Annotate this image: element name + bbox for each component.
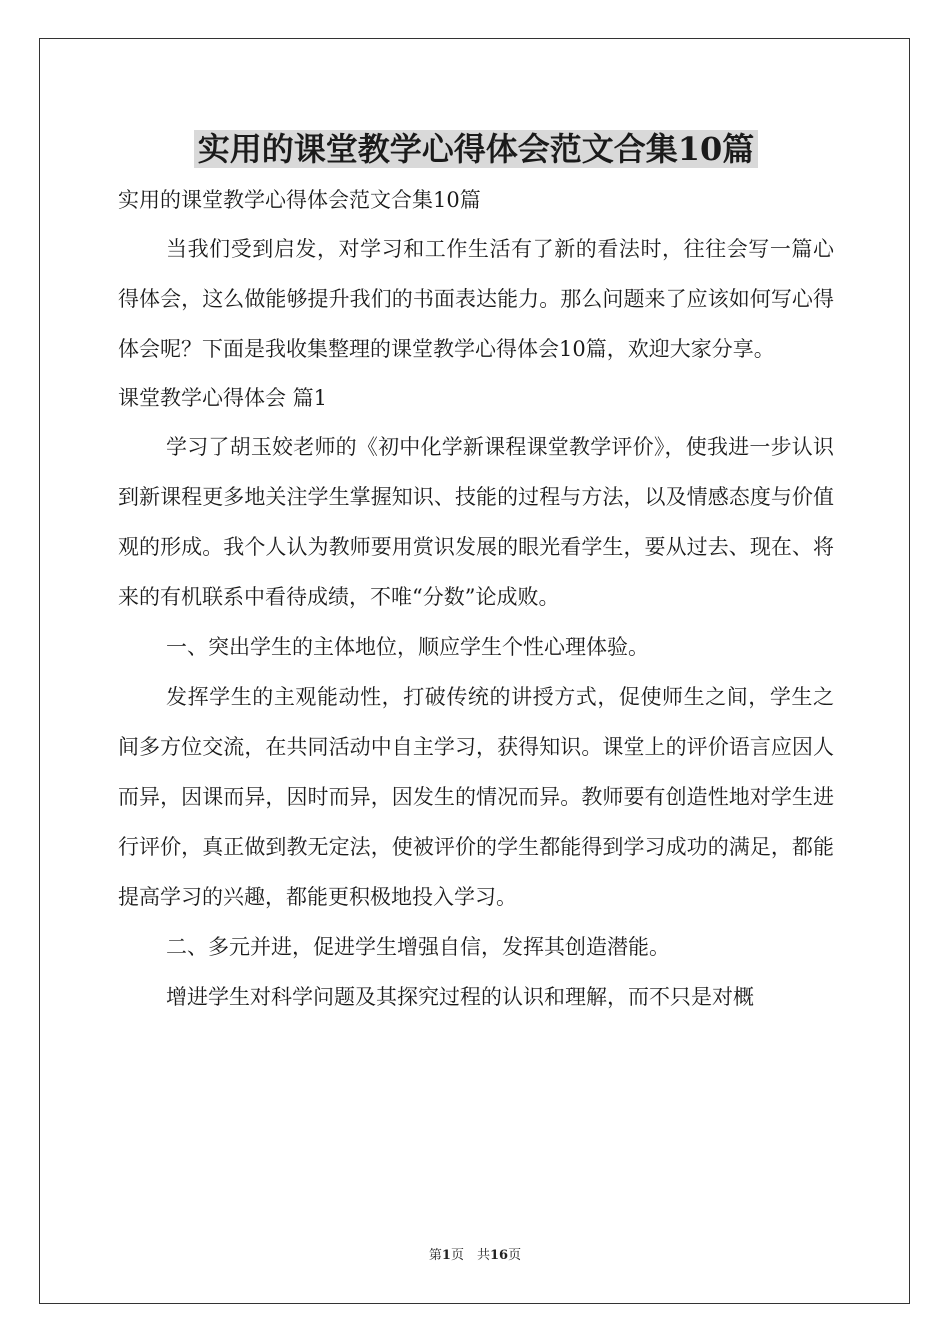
intro-paragraph: 当我们受到启发，对学习和工作生活有了新的看法时，往往会写一篇心得体会，这么做能够提升我们的书面表达能力。那么问题来了应该如何写心得体会呢？下面是我收集整理的课堂教学心得体会10篇，欢迎大家分享。: [118, 237, 834, 361]
page-footer: [0, 1246, 950, 1266]
footer-prefix: 第: [428, 1248, 442, 1263]
footer-suffix: 页: [508, 1248, 522, 1263]
document-text: [118, 176, 834, 1022]
section-heading: 课堂教学心得体会 篇1: [118, 386, 328, 410]
footer-page-current: 1: [441, 1248, 451, 1263]
document-subtitle: 实用的课堂教学心得体会范文合集10篇: [118, 188, 481, 212]
paragraph-3: 发挥学生的主观能动性，打破传统的讲授方式，促使师生之间，学生之间多方位交流，在共同活动中自主学习，获得知识。课堂上的评价语言应因人而异，因课而异，因时而异，因发生的情况而异。教师要有创造性地对学生进行评价，真正做到教无定法，使被评价的学生都能得到学习成功的满足，都能提高学习的兴趣，都能更积极地投入学习。: [118, 685, 834, 909]
footer-page-total: 16: [489, 1248, 509, 1263]
document-title: [118, 127, 834, 171]
paragraph-1: 学习了胡玉姣老师的《初中化学新课程课堂教学评价》，使我进一步认识到新课程更多地关注学生掌握知识、技能的过程与方法，以及情感态度与价值观的形成。我个人认为教师要用赏识发展的眼光看学生，要从过去、现在、将来的有机联系中看待成绩，不唯“分数”论成败。: [118, 435, 834, 609]
paragraph-5: 增进学生对科学问题及其探究过程的认识和理解，而不只是对概: [166, 985, 754, 1009]
footer-mid: 页 共: [450, 1248, 490, 1263]
document-title-text: 实用的课堂教学心得体会范文合集10篇: [194, 130, 759, 168]
paragraph-4: 二、多元并进，促进学生增强自信，发挥其创造潜能。: [166, 935, 670, 959]
paragraph-2: 一、突出学生的主体地位，顺应学生个性心理体验。: [166, 635, 649, 659]
